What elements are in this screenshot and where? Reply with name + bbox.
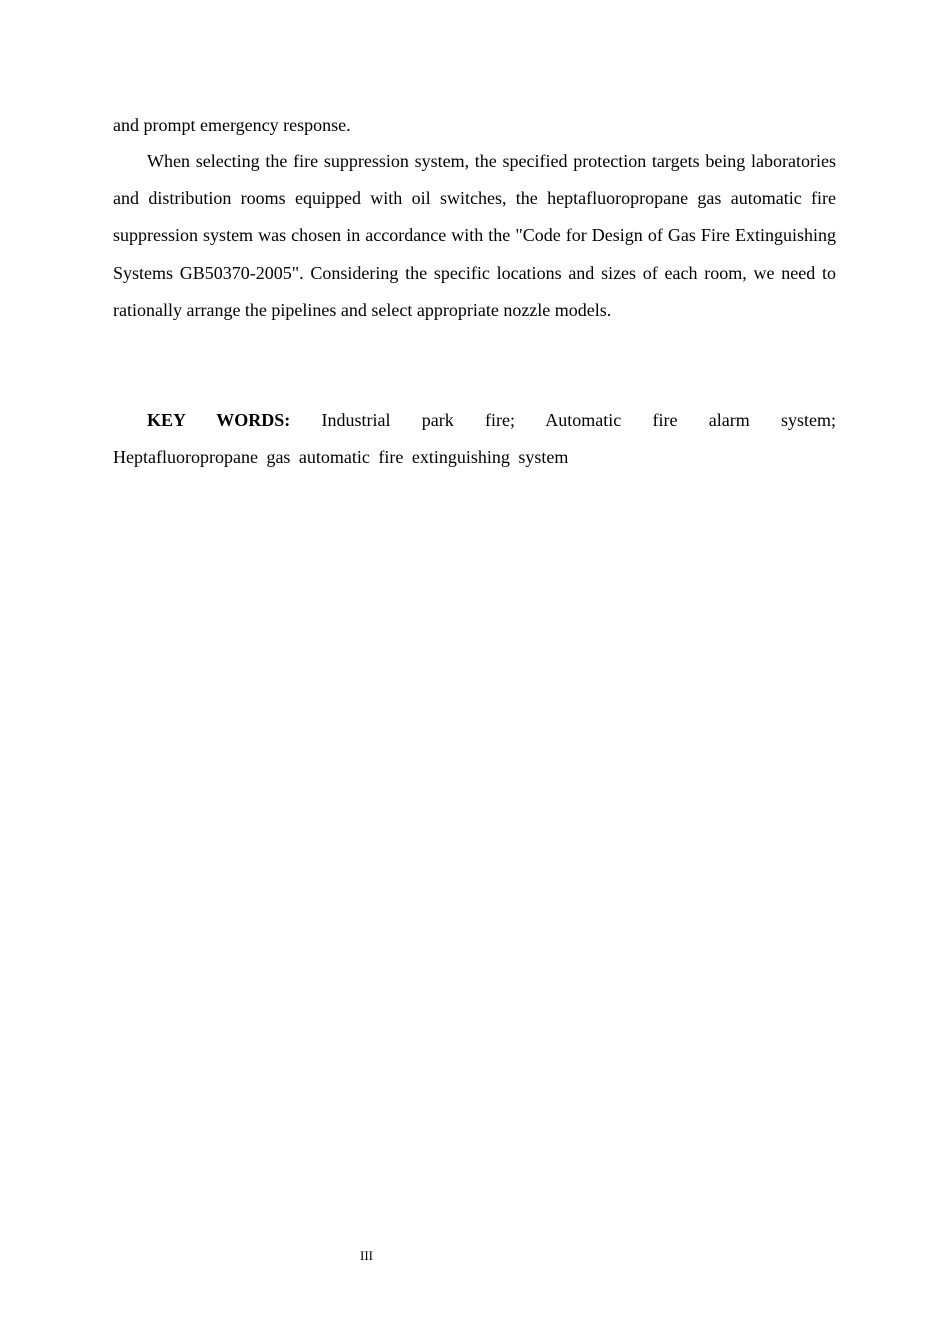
continuation-text: and prompt emergency response. (113, 115, 351, 135)
keywords-text-1: Industrial park fire; Automatic fire alarm system; (321, 410, 836, 430)
keywords-label: KEY WORDS: (147, 410, 291, 430)
keywords-section (113, 402, 836, 476)
keywords-line-1 (113, 402, 836, 439)
page-number: III (360, 1248, 373, 1263)
abstract-paragraph: When selecting the fire suppression system, the specified protection targets being laboratories and distribution rooms equipped with oil switches, the heptafluoropropane gas automatic fire suppression system was chosen in accordance with the "Code for Design of Gas Fire Extinguishing Systems GB50370-2005". Considering the specific locations and sizes of each room, we need to rationally arrange the pipelines and select appropriate nozzle models. (113, 151, 836, 320)
keywords-text-2: Heptafluoropropane gas automatic fire extinguishing system (113, 447, 569, 468)
